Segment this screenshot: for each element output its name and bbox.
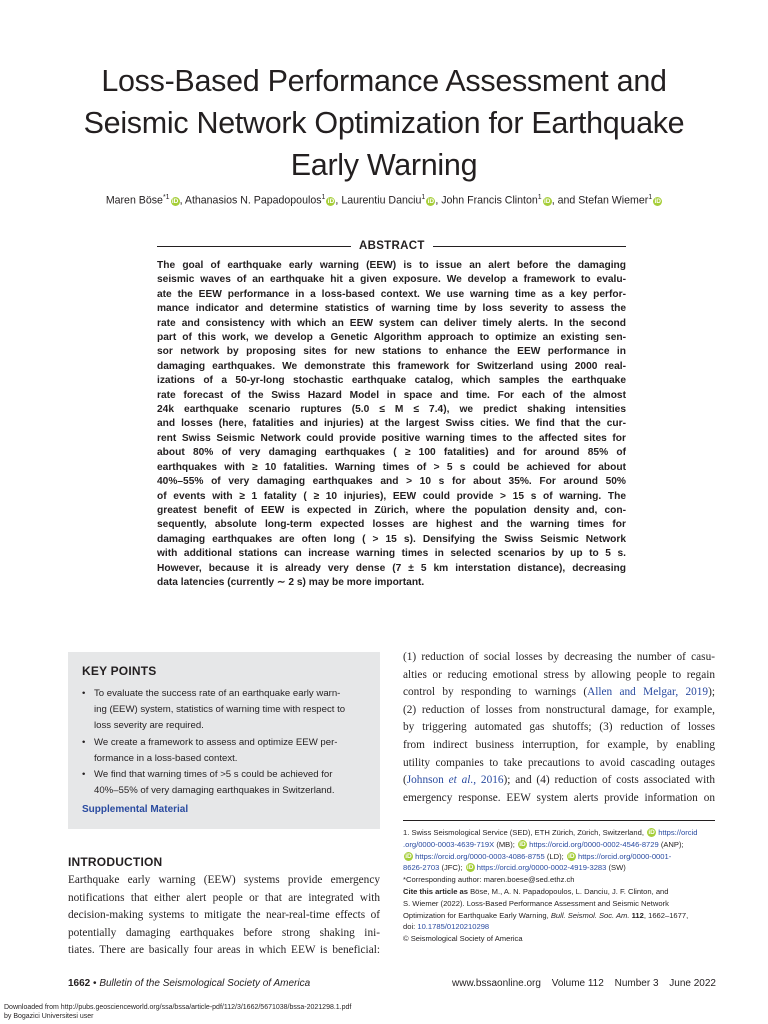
key-points-box [68, 652, 380, 829]
abstract-line: ate the EEW performance in a loss-based context. We use warning time as a key perfor- [157, 288, 626, 300]
doi-label: doi: [403, 922, 418, 932]
footnote-line [403, 839, 715, 851]
author-name: John Francis Clinton [441, 194, 538, 207]
abstract-line: damaging earthquakes. We demonstrate this framework for Switzerland using 2000 real- [157, 360, 626, 372]
key-point-line: 40%–55% of very damaging earthquakes in Switzerland. [94, 785, 335, 797]
footer-bullet: • [93, 978, 97, 989]
citation-link[interactable]: Allen and Melgar, 2019 [587, 686, 709, 699]
author-separator: , [179, 194, 185, 207]
orcid-icon: iD [648, 829, 655, 836]
orcid-link[interactable]: https://orcid.org/0000-0003-4086-8755 [415, 851, 545, 861]
key-points-list [82, 686, 372, 799]
abstract-heading: ABSTRACT [351, 240, 433, 252]
author-separator: , [435, 194, 442, 207]
key-points-heading: KEY POINTS [82, 664, 157, 678]
title-line: Loss-Based Performance Assessment and [101, 64, 667, 98]
footnote-line [403, 827, 715, 839]
key-point-line: We create a framework to assess and optimize EEW per- [94, 736, 338, 748]
orcid-icon: iD [568, 852, 575, 860]
cite-text: S. Wiemer (2022). Loss-Based Performance Assessment and Seismic Network [403, 898, 669, 908]
orcid-icon: iD [405, 852, 412, 860]
abstract-line: sor network by proposing sites for new stations to enhance the EEW performance in [157, 346, 626, 358]
orcid-link[interactable]: https://orcid.org/0000-0002-4919-3283 [476, 863, 607, 873]
download-line: by Bogazici Universitesi user [4, 1012, 94, 1020]
body-line: notifications that either alert people or that are integrated with [68, 891, 380, 904]
footnote-divider [403, 820, 715, 821]
author-list [40, 194, 728, 207]
affiliation-mark: 1 [421, 194, 426, 201]
supplemental-material-link[interactable]: Supplemental Material [82, 804, 189, 815]
body-text: ( [403, 774, 407, 787]
body-text: ); and (4) reduction of costs associated with [503, 774, 715, 787]
abstract-line: and losses (here, fatalities and injuries) at the largest Swiss cities. We find that the cur- [157, 418, 626, 430]
footnote-line [403, 862, 715, 874]
affiliation-mark: 1 [648, 194, 653, 201]
page-number: 1662 [68, 978, 91, 989]
author-name: Laurentiu Danciu [341, 194, 422, 207]
cite-text: Optimization for Earthquake Early Warning, [403, 910, 551, 920]
abstract-line: of events with ≥ 1 fatality ( ≥ 10 injuries), EEW could provide > 15 s of warning. The [157, 490, 626, 502]
footnote-line [403, 851, 715, 863]
abstract-line: earthquakes with ≥ 10 fatalities. Warning times of > 5 s could be achieved for about [157, 461, 626, 473]
abstract-line: about 80% of very damaging earthquakes ( ≥ 100 fatalities) and for around 85% of [157, 447, 626, 459]
key-point-item [82, 735, 372, 767]
orcid-icon[interactable]: iD [427, 197, 435, 205]
footer-issue [444, 978, 716, 989]
author-separator: , and [551, 194, 579, 207]
download-line: Downloaded from http://pubs.geoscienceworld.org/ssa/bssa/article-pdf/112/3/1662/5671038/bssa-2021298.1.pdf [4, 1004, 352, 1011]
copyright: © Seismological Society of America [403, 934, 523, 944]
abstract-line: data latencies (currently ∼ 2 s) may be more important. [157, 576, 425, 588]
citation-link[interactable] [407, 774, 504, 786]
citation-year: , 2016 [473, 774, 504, 787]
journal-website[interactable]: www.bssaonline.org [452, 978, 541, 989]
orcid-link[interactable]: https://orcid.org/0000-0002-4546-8729 [529, 839, 659, 849]
body-line: emergency response. EEW system alerts provide information on [403, 791, 715, 804]
abstract-line: 40%–55% of very damaging earthquakes and > 10 s for about 35%. For around 50% [157, 476, 626, 488]
affiliation-mark: 1 [537, 194, 542, 201]
abstract-line: sequently, absolute long-term expected losses are highest and the warning times for [157, 519, 626, 531]
orcid-icon[interactable]: iD [654, 197, 661, 205]
body-text: ); [708, 686, 715, 699]
abstract-text [157, 259, 626, 590]
body-line [403, 684, 715, 702]
abstract-line: 24k earthquake scenario ruptures (5.0 ≤ M ≤ 7.4), we predict shaking intensities [157, 404, 626, 416]
affiliation-mark: 1 [321, 194, 326, 201]
abstract-line: mance indicator and determine statistics of warning time by loss severity to assess the [157, 303, 626, 315]
doi-link[interactable]: 10.1785/0120210298 [417, 922, 490, 932]
abstract-line: The goal of earthquake early warning (EEW) is to issue an alert before the damaging [157, 260, 626, 271]
footnote-line [403, 921, 715, 933]
journal-name: Bulletin of the Seismological Society of America [99, 978, 311, 989]
bullet-icon: • [82, 769, 86, 781]
key-point-line: We find that warning times of >5 s could be achieved for [94, 769, 333, 781]
abstract-line: greatest benefit of EEW is expected in Zürich, where the population density and, con- [157, 504, 626, 516]
orcid-owner: (LD); [544, 851, 566, 861]
affiliation-mark: *1 [162, 194, 170, 201]
footnote-line [403, 886, 715, 898]
orcid-link[interactable]: https://orcid [658, 828, 698, 837]
orcid-owner: (MB); [494, 839, 517, 849]
cite-text: Böse, M., A. N. Papadopoulos, L. Danciu, J. F. Clinton, and [470, 886, 669, 896]
abstract-line: rate forecast of the Swiss Hazard Model in space and time. For each of the almost [157, 389, 626, 401]
body-line: from indirect business interruption, for example, by enabling [403, 738, 715, 751]
footnote-line [403, 910, 715, 922]
bullet-icon: • [82, 736, 86, 748]
body-line: (1) reduction of social losses by decreasing the number of casu- [403, 651, 715, 663]
article-title [60, 60, 708, 186]
download-note [4, 1004, 351, 1021]
orcid-link[interactable]: 8626-2703 [403, 863, 440, 873]
body-line: (2) reduction of losses from nonstructural damage, for example, [403, 703, 715, 716]
citation-etal: et al. [448, 774, 474, 787]
citation-author: Johnson [406, 774, 449, 787]
body-line: decision-making systems to mitigate the near-real-time effects of [68, 909, 380, 922]
key-point-line: To evaluate the success rate of an earthquake early warn- [94, 688, 341, 699]
orcid-icon[interactable]: iD [327, 197, 335, 205]
cite-journal: Bull. Seismol. Soc. Am. [550, 910, 630, 920]
body-line: utility companies to take precautions to avoid cascading outages [403, 756, 715, 769]
affiliation-text: 1. Swiss Seismological Service (SED), ETH Zürich, Zürich, Switzerland, [403, 828, 647, 837]
orcid-link[interactable]: .org/0000-0003-4639-719X [403, 839, 495, 849]
cite-pages: , 1662–1677, [643, 910, 689, 920]
introduction-text [68, 872, 380, 960]
abstract-line: seismic waves of an earthquake hit a given exposure. We develop a framework to evalu- [157, 274, 626, 286]
orcid-owner: (ANP); [658, 839, 684, 849]
abstract-line: part of this work, we develop a Genetic Algorithm approach to optimize an existing sen- [157, 332, 626, 344]
abstract-line: izations of a 50-yr-long stochastic earthquake catalog, which samples the earthquake [157, 375, 626, 387]
footnotes [403, 827, 715, 945]
introduction-heading: INTRODUCTION [68, 855, 163, 869]
cite-label: Cite this article as [403, 886, 471, 896]
orcid-icon[interactable]: iD [543, 197, 551, 205]
author-name: Stefan Wiemer [578, 194, 649, 207]
title-line: Seismic Network Optimization for Earthquake [83, 106, 685, 140]
orcid-icon[interactable]: iD [171, 197, 179, 205]
abstract-line: rent Swiss Seismic Network could provide positive warning times to the affected sites for [157, 432, 626, 444]
orcid-icon: iD [466, 864, 474, 872]
abstract-line: rate and consistency with which an EEW system can deliver timely alerts. In the second [157, 317, 626, 329]
volume: Volume 112 [551, 978, 604, 989]
key-point-item [82, 767, 372, 799]
body-line: by triggering automated gas shutoffs; (3) reduction of losses [403, 721, 715, 734]
key-point-line: ing (EEW) system, statistics of warning time with respect to [94, 704, 346, 716]
cite-volume: 112 [629, 910, 644, 920]
right-column-text [403, 649, 715, 807]
body-line [403, 772, 715, 790]
title-line: Early Warning [290, 148, 478, 182]
orcid-icon: iD [519, 840, 526, 848]
key-point-line: loss severity are required. [94, 720, 204, 732]
author-name: Athanasios N. Papadopoulos [184, 194, 322, 207]
author-name: Maren Böse [105, 194, 163, 207]
corresponding-author: *Corresponding author: maren.boese@sed.ethz.ch [403, 875, 575, 885]
abstract-line: However, because it is already very dense (7 ± 5 km interstation distance), decreasing [157, 562, 626, 574]
bullet-icon: • [82, 688, 86, 699]
footer-journal [68, 978, 310, 989]
abstract-line: with additional stations can increase warning times in selected scenarios by up to 5 s. [157, 548, 626, 560]
body-line: Earthquake early warning (EEW) systems provide emergency [68, 874, 380, 886]
body-text: control by responding to warnings ( [403, 686, 588, 699]
orcid-owner: (JFC); [439, 863, 465, 873]
key-point-item [82, 686, 372, 735]
body-line: tiates. There are basically four areas in which EEW is beneficial: [68, 944, 380, 957]
body-line: alties or reducing emotional stress by allowing people to regain [403, 668, 715, 681]
issue-number: Number 3 [614, 978, 659, 989]
author-separator: , [335, 194, 342, 207]
issue-date: June 2022 [669, 978, 716, 989]
orcid-link[interactable]: https://orcid.org/0000-0001- [577, 851, 672, 861]
body-line: potentially damaging earthquakes before strong shaking ini- [68, 926, 380, 939]
abstract-line: damaging earthquakes are often long ( > 15 s). Densifying the Swiss Seismic Network [157, 533, 626, 545]
orcid-owner: (SW) [606, 863, 626, 873]
key-point-line: formance in a loss-based context. [94, 752, 238, 764]
